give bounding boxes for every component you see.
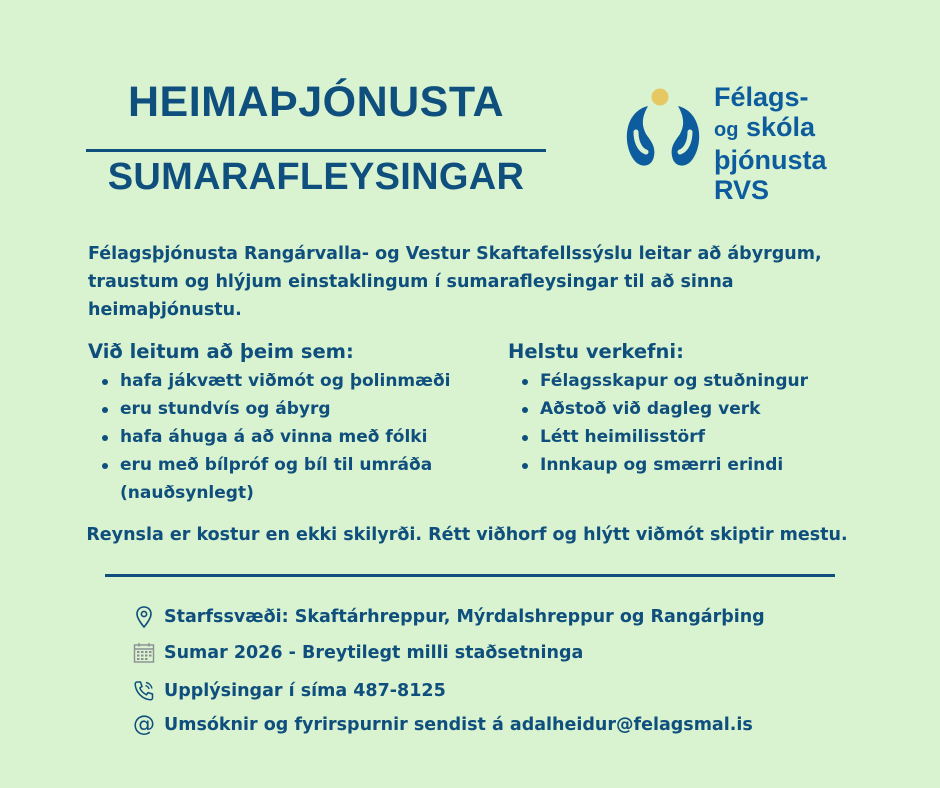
section-divider bbox=[105, 574, 835, 577]
seeking-heading: Við leitum að þeim sem: bbox=[88, 340, 354, 363]
logo-mark-icon bbox=[618, 82, 710, 178]
list-item: Aðstoð við dagleg verk bbox=[540, 395, 868, 423]
tasks-heading: Helstu verkefni: bbox=[508, 340, 684, 363]
title-divider bbox=[86, 149, 546, 152]
page-title: HEIMAÞJÓNUSTA bbox=[127, 78, 504, 126]
location-pin-icon bbox=[132, 605, 156, 629]
email-row bbox=[132, 711, 753, 739]
seeking-section bbox=[88, 340, 498, 507]
logo-wordmark bbox=[714, 82, 827, 205]
logo-line-3: þjónusta bbox=[714, 145, 827, 175]
at-sign-icon: @ bbox=[133, 712, 155, 737]
tasks-list bbox=[508, 367, 868, 479]
logo-line-2a: og bbox=[714, 119, 739, 141]
list-item: Létt heimilisstörf bbox=[540, 423, 868, 451]
intro-paragraph: Félagsþjónusta Rangárvalla- og Vestur Skaftafellssýslu leitar að ábyrgum, traustum og hlýjum einstaklingum í sumarafleysingar til að sinna heimaþjónustu. bbox=[88, 244, 822, 320]
list-item: Félagsskapur og stuðningur bbox=[540, 367, 868, 395]
phone-icon bbox=[132, 679, 156, 703]
location-row bbox=[132, 603, 765, 631]
logo-line-1: Félags- bbox=[714, 82, 809, 112]
page-subtitle: SUMARAFLEYSINGAR bbox=[107, 156, 525, 198]
tasks-section bbox=[508, 340, 868, 479]
list-item: Innkaup og smærri erindi bbox=[540, 451, 868, 479]
phone-row bbox=[132, 677, 446, 705]
list-item: eru með bílpróf og bíl til umráða (nauðsynlegt) bbox=[120, 451, 498, 507]
period-row bbox=[132, 639, 583, 667]
logo-line-2 bbox=[714, 112, 827, 145]
list-item: eru stundvís og ábyrg bbox=[120, 395, 498, 423]
phone-text: Upplýsingar í síma 487-8125 bbox=[164, 681, 446, 701]
logo-line-2b: skóla bbox=[745, 112, 815, 142]
tagline: Reynsla er kostur en ekki skilyrði. Rétt viðhorf og hlýtt viðmót skiptir mestu. bbox=[86, 525, 848, 545]
list-item: hafa áhuga á að vinna með fólki bbox=[120, 423, 498, 451]
logo-line-4: RVS bbox=[714, 175, 770, 205]
period-text: Sumar 2026 - Breytilegt milli staðsetninga bbox=[164, 643, 584, 663]
location-text: Starfssvæði: Skaftárhreppur, Mýrdalshreppur og Rangárþing bbox=[164, 607, 765, 627]
seeking-list bbox=[88, 367, 498, 507]
calendar-icon bbox=[132, 641, 156, 665]
email-text: Umsóknir og fyrirspurnir sendist á adalheidur@felagsmal.is bbox=[164, 715, 753, 735]
list-item: hafa jákvætt viðmót og þolinmæði bbox=[120, 367, 498, 395]
organization-logo bbox=[618, 82, 858, 212]
